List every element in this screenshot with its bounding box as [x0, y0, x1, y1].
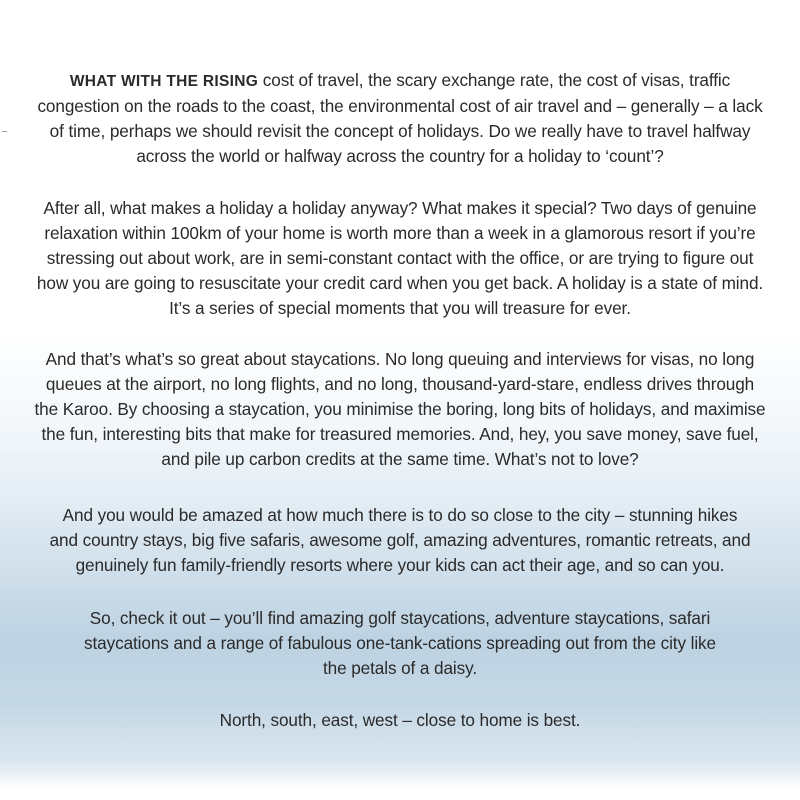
text-line: the Karoo. By choosing a staycation, you minimise the boring, long bits of holidays, and maximise [34, 399, 766, 419]
text-line: and country stays, big five safaris, awesome golf, amazing adventures, romantic retreats, and [49, 530, 751, 550]
text-line: how you are going to resuscitate your credit card when you get back. A holiday is a state of mind. [36, 273, 764, 293]
paragraph-check-it-out [0, 606, 800, 681]
text-line: queues at the airport, no long flights, and no long, thousand-yard-stare, endless drives through [45, 374, 755, 394]
text-line: congestion on the roads to the coast, the environmental cost of air travel and – generally – a lack [37, 96, 763, 116]
text-line: North, south, east, west – close to home is best. [219, 710, 581, 730]
paragraph-what-makes-holiday [0, 196, 800, 321]
paragraph-close-to-city [0, 503, 800, 578]
paragraph-closing [0, 708, 800, 733]
text-line: stressing out about work, are in semi-constant contact with the office, or are trying to figure out [46, 248, 754, 268]
text-line: And that’s what’s so great about staycations. No long queuing and interviews for visas, no long [45, 349, 755, 369]
text-line: And you would be amazed at how much there is to do so close to the city – stunning hikes [62, 505, 738, 525]
text-line [0, 68, 800, 94]
text-line: of time, perhaps we should revisit the concept of holidays. Do we really have to travel halfway [49, 121, 751, 141]
lead-in-caps: WHAT WITH THE RISING [69, 73, 259, 90]
text-line: across the world or halfway across the country for a holiday to ‘count’? [136, 146, 664, 166]
text-line: and pile up carbon credits at the same time. What’s not to love? [161, 449, 639, 469]
text-line: genuinely fun family-friendly resorts where your kids can act their age, and so can you. [75, 555, 725, 575]
paragraph-staycations [0, 347, 800, 472]
text-line: After all, what makes a holiday a holiday anyway? What makes it special? Two days of genuine [43, 198, 757, 218]
text-line: relaxation within 100km of your home is worth more than a week in a glamorous resort if you’re [44, 223, 756, 243]
text-line-rest: cost of travel, the scary exchange rate, the cost of visas, traffic [258, 70, 731, 90]
text-line: the fun, interesting bits that make for treasured memories. And, hey, you save money, save fuel, [41, 424, 759, 444]
text-line: So, check it out – you’ll find amazing golf staycations, adventure staycations, safari [89, 608, 711, 628]
paragraph-intro [0, 68, 800, 169]
text-line: the petals of a daisy. [322, 658, 478, 678]
text-line: staycations and a range of fabulous one-tank-cations spreading out from the city like [83, 633, 716, 653]
text-line: It’s a series of special moments that you will treasure for ever. [169, 298, 631, 318]
